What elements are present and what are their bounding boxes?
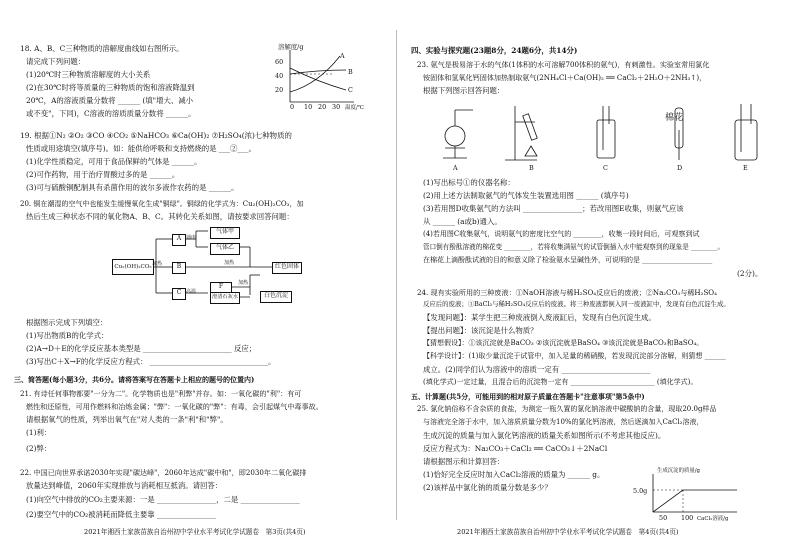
precipitate-line bbox=[653, 490, 737, 512]
apparatus-a bbox=[443, 110, 473, 158]
q23-sub: (2分)。 bbox=[737, 269, 763, 278]
q19-line: (2)可作药物，用于治疗胃酸过多的是 ______。 bbox=[26, 170, 180, 179]
q23-sub: 管口倒有酚酞溶液的棉花变 ________，若将收集满氨气的试管倒插入水中能观察到的现象是 ________。 bbox=[423, 243, 724, 251]
q23-sub: (3)若用图D收集氨气的方法叫 ________________；若改用图E收集，则氨气应该 bbox=[423, 204, 684, 213]
apparatus-label-c: C bbox=[603, 164, 608, 172]
arrow-label: 高温 bbox=[186, 289, 197, 295]
q25-graph-ymark: 5.0g bbox=[633, 487, 648, 495]
cotton-label: 棉花 bbox=[665, 113, 684, 123]
arrow-label: 加热 bbox=[238, 280, 249, 286]
node-d: 气体甲 bbox=[210, 227, 240, 239]
q18-xtick: 20 bbox=[318, 103, 327, 111]
precipitate-graph bbox=[651, 472, 741, 514]
q22-line: (2)要空气中的CO₂被消耗而降低主要靠 ________________ bbox=[26, 510, 217, 519]
q23-line: 根据下列图示回答问题： bbox=[423, 86, 505, 95]
apparatus-label-a: A bbox=[453, 164, 458, 172]
right-page bbox=[397, 0, 794, 544]
q21-line: (1)利： bbox=[26, 428, 52, 437]
node-limewater: 澄清石灰水 bbox=[210, 292, 240, 304]
heat-label: 加热 bbox=[152, 261, 163, 267]
q21-line: 21. 有诗任何事物都要"一分为二"。化学物质也是"利弊"并存。如：一氧化碳的"利"：有可 bbox=[20, 389, 302, 398]
node-e: 气体乙 bbox=[210, 243, 240, 255]
q24-line: 【科学设计】：(1)取少量沉淀于试管中，加入足量的稀硝酸，若发现沉淀部分溶解，则猜想 ______ bbox=[423, 352, 726, 360]
section-4-heading: 四、实验与探究题(23题8分，24题6分，共14分) bbox=[411, 46, 578, 55]
q21-line: 请根据氧气的性质，列举出氧气在"对人类的一条"利"和"弊"。 bbox=[26, 415, 228, 424]
q25-graph-xunit: CaCl₂溶液/g bbox=[697, 516, 729, 522]
node-f: F bbox=[210, 282, 232, 294]
curve-label-a: A bbox=[340, 52, 345, 60]
q18-ytick: 20 bbox=[275, 86, 284, 94]
q18-ytick: 40 bbox=[275, 72, 284, 80]
section-5-heading: 五、计算题(共5分，可能用到的相对原子质量在答题卡"注意事项"第5条中) bbox=[411, 392, 645, 401]
q23-sub: (2)用上述方法制取氨气的气体发生装置选用图 ______ (填序号) bbox=[423, 191, 629, 200]
q22-line: 22. 中国已向世界承诺2030年实现"碳达峰"，2060年达成"碳中和"，即2030年二氧化碳排 bbox=[20, 468, 307, 477]
q20-sub: (3)写出C＋X→F的化学反应方程式： ________________________________。 bbox=[26, 357, 276, 366]
q25-line: 请根据图示和计算回答： bbox=[423, 457, 505, 466]
q20-sub: 根据图示完成下列填空： bbox=[26, 318, 108, 327]
q25-line: 与溶液完全溶于水中，加入溶质质量分数为10%的氯化钙溶液，然后逐滴加入CaCl₂溶液， bbox=[423, 418, 704, 426]
arrow-label: 加热 bbox=[224, 260, 235, 266]
q24-line: 【提出问题】：该沉淀是什么物质？ bbox=[423, 326, 538, 335]
q24-line: 【猜想假设】：①该沉淀就是BaCO₃ ②该沉淀就是BaSO₄ ③该沉淀就是BaCO₃和BaSO₄。 bbox=[423, 339, 704, 347]
curve-label-c: C bbox=[348, 86, 353, 94]
q22-line: 放量达到峰值，2060年实现排放与消耗相互抵消。请回答： bbox=[26, 481, 223, 490]
q22-line: (1)向空气中排放的CO₂主要来源：一是 ________________，二是 ________________ bbox=[26, 495, 300, 504]
q25-line: (1)恰好完全反应时加入CaCl₂溶液的质量为 ______ g。 bbox=[423, 470, 605, 479]
q25-line: (2)该样品中氯化钠的质量分数是多少？ bbox=[423, 483, 552, 492]
q20-sub: (1)写出物质B的化学式： bbox=[26, 331, 109, 340]
q21-line: (2)弊： bbox=[26, 444, 52, 453]
q18-line: 或不变"，下同)，C溶液的溶质质量分数将 ______。 bbox=[26, 109, 196, 118]
q20-line: 热后生成三种状态不同的氧化物A、B、C。其转化关系如图，请按要求回答问题： bbox=[26, 212, 294, 221]
curve-label-b: B bbox=[348, 68, 353, 76]
q24-line: 24. 现有实验所用的三种废液：①NaOH溶液与稀H₂SO₄反应后的废液；②Na₂CO₃与稀H₂SO₄ bbox=[417, 288, 717, 297]
node-a: A bbox=[172, 234, 186, 246]
node-b: B bbox=[172, 262, 186, 274]
q18-ytick: 60 bbox=[275, 58, 284, 66]
q21-line: 燃性和还原性，可用作燃料和冶炼金属；"弊"：一氧化碳的"弊"：有毒，会引起煤气中毒事故。 bbox=[26, 402, 323, 411]
q23-sub: 在棉花上滴酚酞试液的目的和意义除了检验氨水呈碱性外，可说明的是 ____________________ bbox=[423, 256, 713, 264]
q24-line: 【发现问题】：某学生把三种废液倒入废液缸后，发现有白色沉淀生成。 bbox=[423, 313, 656, 322]
apparatus-b bbox=[505, 106, 537, 160]
q18-line: (2)在30℃时将等质量的三种物质的饱和溶液降温到 bbox=[26, 83, 195, 92]
q19-line: (3)可与硫酸铜配制具有杀菌作用的波尔多液作农药的是 ______。 bbox=[26, 183, 239, 192]
arrow-label: 通电 bbox=[186, 235, 197, 241]
node-red-solid: 红色固体 bbox=[272, 262, 302, 274]
q19-line: 19. 根据①N₂ ②O₂ ③CO ④CO₂ ⑤NaHCO₃ ⑥Ca(OH)₂ ⑦H₂SO₄(浓)七种物质的 bbox=[20, 131, 292, 140]
section-3-heading: 三、简答题(每小题3分，共6分。请将答案写在答题卡上相应的题号的位置内) bbox=[14, 375, 255, 384]
q23-line: 23. 氨气是极易溶于水的气体(1体积的水可溶解700体积的氨气)，有刺激性。实验室常用氯化 bbox=[417, 60, 710, 69]
q18-line: 18. A、B、C三种物质的溶解度曲线如右图所示。 bbox=[20, 44, 184, 53]
q23-sub: (1)写出标号①的仪器名称： bbox=[423, 178, 515, 187]
q18-line: 请完成下列问题： bbox=[26, 57, 86, 66]
q18-xtick: 0 bbox=[290, 103, 295, 111]
node-white-precipitate: 白色沉淀 bbox=[260, 291, 292, 303]
q18-xunit: 温度/℃ bbox=[345, 105, 365, 111]
q18-line: 20℃，A的溶液质量分数将 ______ (填"增大、减小 bbox=[26, 96, 194, 105]
q24-line: 反应后的废液；③BaCl₂与稀H₂SO₄反应后的废液。将三种废液都倒入同一废液缸中，发现有白色沉淀生成。 bbox=[423, 300, 730, 308]
start-compound: Cu₂(OH)₂CO₃ bbox=[112, 259, 154, 275]
q18-xtick: 30 bbox=[332, 103, 341, 111]
q19-line: 性质或用途填空(填序号)。如：能供给呼吸和支持燃烧的是 ___②___。 bbox=[26, 144, 256, 153]
q20-line: 20. 铜在潮湿的空气中也能发生缓慢氧化生成"铜绿"。铜绿的化学式为：Cu₂(OH)₂CO₃，加 bbox=[20, 200, 304, 208]
lab-apparatus bbox=[427, 100, 767, 170]
q25-graph-ylabel: 生成沉淀的质量/g bbox=[657, 468, 701, 474]
q24-line: (填化学式)一定过量，且混合后的沉淀物一定有 ________________________ (填化学式)。 bbox=[423, 378, 698, 386]
apparatus-label-d: D bbox=[677, 164, 683, 172]
node-c: C bbox=[172, 288, 186, 300]
apparatus-label-b: B bbox=[529, 164, 534, 172]
page-footer: 2021年湘西土家族苗族自治州初中学业水平考试化学试题卷 第4页(共4页) bbox=[457, 528, 679, 536]
q25-line: 反应方程式为：Na₂CO₃＋CaCl₂ ══ CaCO₃↓＋2NaCl bbox=[423, 444, 608, 453]
q20-sub: (2)A→D＋E的化学反应基本类型是 ________________________ 反应； bbox=[26, 344, 257, 353]
q19-line: (1)化学性质稳定，可用于食品保鲜的气体是 ______。 bbox=[26, 157, 202, 166]
q25-line: 25. 氯化钠俗称不含杂质的食盐，为测定一瓶久置的氯化钠溶液中碳酸钠的含量，现取20.0g样品 bbox=[417, 405, 717, 413]
solubility-curves bbox=[288, 48, 358, 104]
q25-graph-xtick: 50 bbox=[659, 514, 668, 522]
q18-line: (1)20℃时三种物质溶解度的大小关系 bbox=[26, 70, 151, 79]
page-footer: 2021年湘西土家族苗族自治州初中学业水平考试化学试题卷 第3页(共4页) bbox=[84, 528, 306, 536]
apparatus-label-e: E bbox=[743, 164, 748, 172]
apparatus-c bbox=[597, 106, 615, 158]
q23-sub: (4)若用图C收集氨气，说明氨气的密度比空气的 ________，收集一段时间后，可观察到试 bbox=[423, 230, 700, 238]
q23-sub: 从 ______ (a或b)通入。 bbox=[423, 217, 502, 226]
apparatus-e bbox=[735, 104, 757, 160]
q23-line: 铵固体和氢氧化钙固体加热制取氨气(2NH₄Cl＋Ca(OH)₂ ══ CaCl₂＋2H₂O＋2NH₃↑)， bbox=[423, 73, 707, 82]
q25-line: 生成沉淀的质量与加入氯化钙溶液的质量关系如图所示(不考虑其他反应)。 bbox=[423, 431, 666, 440]
q24-line: 成立。(2)同学们认为溶液中的溶质一定有 ________________________ bbox=[423, 365, 651, 374]
q18-graph-ylabel: 溶解度/g bbox=[278, 43, 304, 51]
q25-graph-xtick: 100 bbox=[681, 514, 694, 522]
q18-xtick: 10 bbox=[304, 103, 313, 111]
